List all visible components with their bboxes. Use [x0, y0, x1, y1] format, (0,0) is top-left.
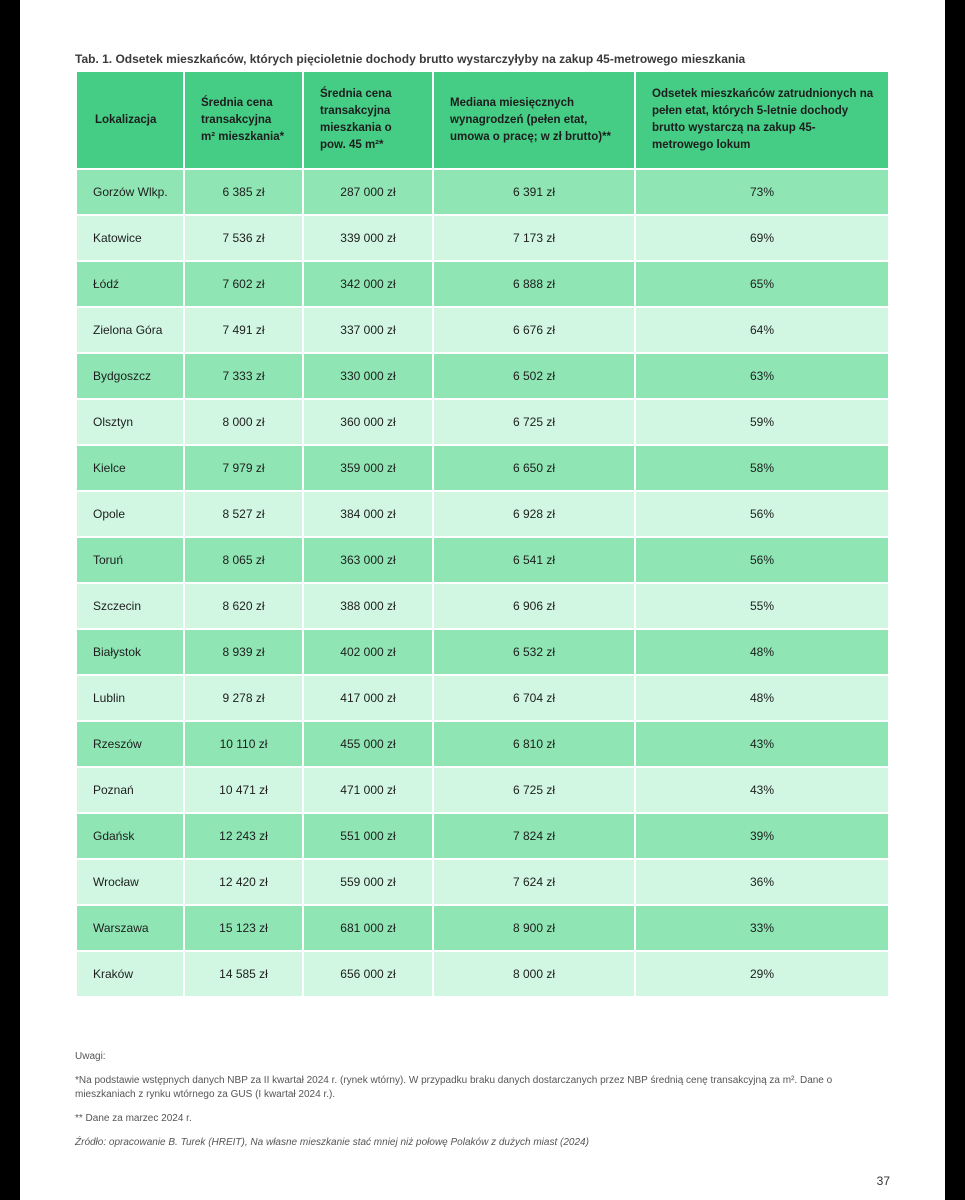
table-row [76, 675, 889, 721]
cell-price-45: 681 000 zł [303, 905, 433, 951]
cell-location: Lublin [76, 675, 184, 721]
cell-price-m2: 7 491 zł [184, 307, 303, 353]
cell-location: Wrocław [76, 859, 184, 905]
table-row [76, 813, 889, 859]
header-median-salary: Mediana miesięcznych wynagrodzeń (pełen etat, umowa o pracę; w zł brutto)** [433, 71, 635, 169]
table-row [76, 767, 889, 813]
cell-price-m2: 7 333 zł [184, 353, 303, 399]
cell-median-salary: 8 000 zł [433, 951, 635, 997]
cell-price-m2: 8 065 zł [184, 537, 303, 583]
table-row [76, 583, 889, 629]
cell-price-m2: 8 527 zł [184, 491, 303, 537]
cell-price-m2: 12 243 zł [184, 813, 303, 859]
cell-price-45: 559 000 zł [303, 859, 433, 905]
cell-price-45: 330 000 zł [303, 353, 433, 399]
cell-share: 48% [635, 675, 889, 721]
cell-share: 56% [635, 491, 889, 537]
cell-price-45: 360 000 zł [303, 399, 433, 445]
cell-median-salary: 6 676 zł [433, 307, 635, 353]
cell-share: 65% [635, 261, 889, 307]
cell-share: 56% [635, 537, 889, 583]
cell-share: 33% [635, 905, 889, 951]
cell-price-45: 471 000 zł [303, 767, 433, 813]
cell-median-salary: 8 900 zł [433, 905, 635, 951]
header-share: Odsetek mieszkańców zatrudnionych na pełen etat, których 5-letnie dochody brutto wystarczą na zakup 45-metrowego lokum [635, 71, 889, 169]
cell-price-45: 388 000 zł [303, 583, 433, 629]
document-page [20, 0, 945, 1200]
cell-share: 43% [635, 767, 889, 813]
header-location: Lokalizacja [76, 71, 184, 169]
cell-price-45: 339 000 zł [303, 215, 433, 261]
cell-share: 73% [635, 169, 889, 215]
cell-price-45: 287 000 zł [303, 169, 433, 215]
cell-location: Olsztyn [76, 399, 184, 445]
notes-section [75, 1050, 875, 1160]
cell-median-salary: 6 541 zł [433, 537, 635, 583]
cell-price-45: 551 000 zł [303, 813, 433, 859]
cell-price-45: 384 000 zł [303, 491, 433, 537]
cell-location: Kielce [76, 445, 184, 491]
cell-price-45: 337 000 zł [303, 307, 433, 353]
cell-median-salary: 6 725 zł [433, 767, 635, 813]
cell-location: Katowice [76, 215, 184, 261]
cell-share: 59% [635, 399, 889, 445]
table-row [76, 537, 889, 583]
table-row [76, 353, 889, 399]
cell-price-45: 363 000 zł [303, 537, 433, 583]
cell-price-m2: 8 620 zł [184, 583, 303, 629]
notes-heading: Uwagi: [75, 1051, 106, 1062]
table-row [76, 905, 889, 951]
cell-price-45: 402 000 zł [303, 629, 433, 675]
cell-price-m2: 7 979 zł [184, 445, 303, 491]
cell-price-m2: 12 420 zł [184, 859, 303, 905]
cell-price-m2: 10 110 zł [184, 721, 303, 767]
page-number: 37 [876, 1174, 890, 1188]
cell-median-salary: 6 906 zł [433, 583, 635, 629]
cell-location: Szczecin [76, 583, 184, 629]
cell-location: Bydgoszcz [76, 353, 184, 399]
table-row [76, 721, 889, 767]
table-row [76, 261, 889, 307]
cell-share: 43% [635, 721, 889, 767]
cell-share: 69% [635, 215, 889, 261]
table-row [76, 951, 889, 997]
table-header-row [76, 71, 889, 169]
cell-share: 48% [635, 629, 889, 675]
cell-median-salary: 6 650 zł [433, 445, 635, 491]
cell-share: 63% [635, 353, 889, 399]
cell-price-45: 417 000 zł [303, 675, 433, 721]
table-row [76, 399, 889, 445]
source-note: Źródło: opracowanie B. Turek (HREIT), Na własne mieszkanie stać mniej niż połowę Polaków z dużych miast (2024) [75, 1137, 589, 1148]
cell-share: 64% [635, 307, 889, 353]
table-body [76, 169, 889, 997]
cell-median-salary: 6 810 zł [433, 721, 635, 767]
header-price-45: Średnia cena transakcyjna mieszkania o pow. 45 m²* [303, 71, 433, 169]
cell-price-m2: 7 536 zł [184, 215, 303, 261]
note-1: *Na podstawie wstępnych danych NBP za II kwartał 2024 r. (rynek wtórny). W przypadku braku danych dostarczanych przez NBP średnią cenę transakcyjną za m². Dane o mieszkaniach z rynku wtórnego za GUS (I kwartał 2024 r.). [75, 1075, 833, 1100]
table-row [76, 169, 889, 215]
cell-location: Białystok [76, 629, 184, 675]
cell-location: Toruń [76, 537, 184, 583]
cell-location: Zielona Góra [76, 307, 184, 353]
cell-location: Kraków [76, 951, 184, 997]
cell-median-salary: 6 532 zł [433, 629, 635, 675]
cell-price-m2: 15 123 zł [184, 905, 303, 951]
cell-median-salary: 6 888 zł [433, 261, 635, 307]
cell-share: 39% [635, 813, 889, 859]
table-row [76, 445, 889, 491]
cell-price-45: 455 000 zł [303, 721, 433, 767]
cell-location: Gdańsk [76, 813, 184, 859]
note-2: ** Dane za marzec 2024 r. [75, 1113, 192, 1124]
data-table [75, 70, 890, 998]
table-title: Tab. 1. Odsetek mieszkańców, których pięcioletnie dochody brutto wystarczyłyby na zakup 45-metrowego mieszkania [75, 52, 746, 66]
cell-share: 58% [635, 445, 889, 491]
cell-price-45: 342 000 zł [303, 261, 433, 307]
cell-location: Opole [76, 491, 184, 537]
cell-median-salary: 6 725 zł [433, 399, 635, 445]
table-row [76, 629, 889, 675]
cell-price-m2: 8 000 zł [184, 399, 303, 445]
cell-price-m2: 10 471 zł [184, 767, 303, 813]
cell-median-salary: 6 391 zł [433, 169, 635, 215]
cell-median-salary: 6 502 zł [433, 353, 635, 399]
cell-price-m2: 7 602 zł [184, 261, 303, 307]
cell-median-salary: 7 624 zł [433, 859, 635, 905]
table-row [76, 859, 889, 905]
cell-location: Poznań [76, 767, 184, 813]
table-row [76, 307, 889, 353]
table-row [76, 215, 889, 261]
cell-share: 29% [635, 951, 889, 997]
cell-price-45: 359 000 zł [303, 445, 433, 491]
cell-price-45: 656 000 zł [303, 951, 433, 997]
cell-median-salary: 6 704 zł [433, 675, 635, 721]
header-price-m2: Średnia cena transakcyjna m² mieszkania* [184, 71, 303, 169]
cell-median-salary: 6 928 zł [433, 491, 635, 537]
table-row [76, 491, 889, 537]
cell-location: Gorzów Wlkp. [76, 169, 184, 215]
cell-location: Rzeszów [76, 721, 184, 767]
cell-location: Warszawa [76, 905, 184, 951]
cell-price-m2: 9 278 zł [184, 675, 303, 721]
cell-median-salary: 7 173 zł [433, 215, 635, 261]
cell-location: Łódź [76, 261, 184, 307]
cell-price-m2: 6 385 zł [184, 169, 303, 215]
cell-share: 55% [635, 583, 889, 629]
cell-price-m2: 8 939 zł [184, 629, 303, 675]
cell-price-m2: 14 585 zł [184, 951, 303, 997]
cell-median-salary: 7 824 zł [433, 813, 635, 859]
cell-share: 36% [635, 859, 889, 905]
